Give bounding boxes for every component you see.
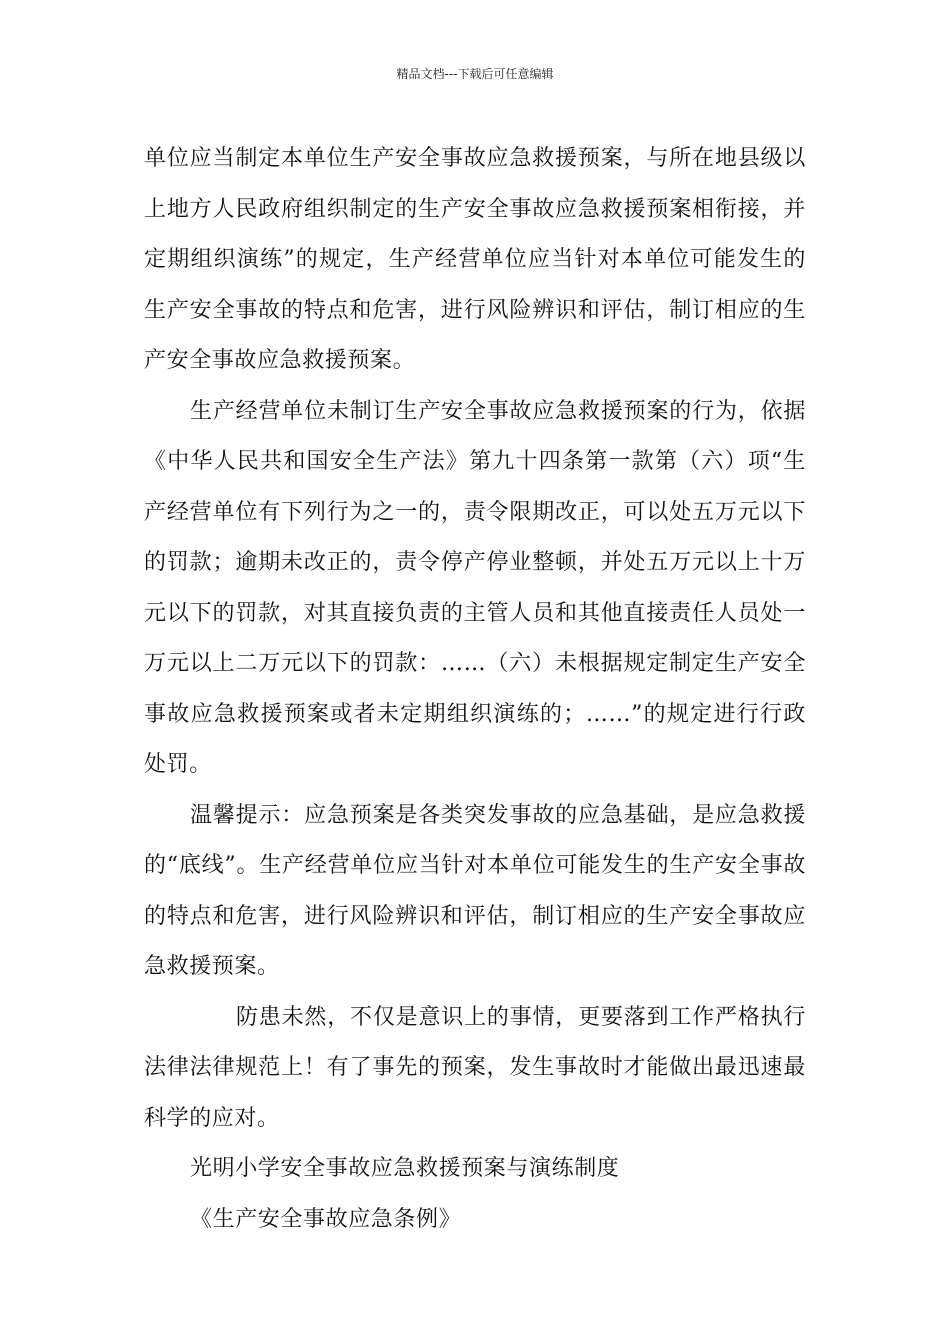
paragraph-1: 单位应当制定本单位生产安全事故应急救援预案，与所在地县级以上地方人民政府组织制定的生产安全事故应急救援预案相衔接，并定期组织演练”的规定，生产经营单位应当针对本单位可能发生的生产安全事故的特点和危害，进行风险辨识和评估，制订相应的生产安全事故应急救援预案。 [144, 146, 806, 373]
paragraph-4: 防患未然，不仅是意识上的事情，更要落到工作严格执行法律法律规范上！有了事先的预案，发生事故时才能做出最迅速最科学的应对。 [144, 1004, 806, 1131]
section-title-2: 《生产安全事故应急条例》 [190, 1206, 462, 1232]
paragraph-2: 生产经营单位未制订生产安全事故应急救援预案的行为，依据《中华人民共和国安全生产法》第九十四条第一款第（六）项“生产经营单位有下列行为之一的，责令限期改正，可以处五万元以下的罚款；逾期未改正的，责令停产停业整顿，并处五万元以上十万元以下的罚款，对其直接负责的主管人员和其他直接责任人员处一万元以上二万元以下的罚款：……（六）未根据规定制定生产安全事故应急救援预案或者未定期组织演练的；……”的规定进行行政处罚。 [144, 398, 806, 777]
paragraph-3: 温馨提示：应急预案是各类突发事故的应急基础，是应急救援的“底线”。生产经营单位应当针对本单位可能发生的生产安全事故的特点和危害，进行风险辨识和评估，制订相应的生产安全事故应急救援预案。 [144, 802, 806, 979]
document-body [144, 134, 806, 1245]
page-header: 精品文档---下载后可任意编辑 [396, 67, 554, 81]
section-title-1: 光明小学安全事故应急救援预案与演练制度 [190, 1156, 620, 1181]
